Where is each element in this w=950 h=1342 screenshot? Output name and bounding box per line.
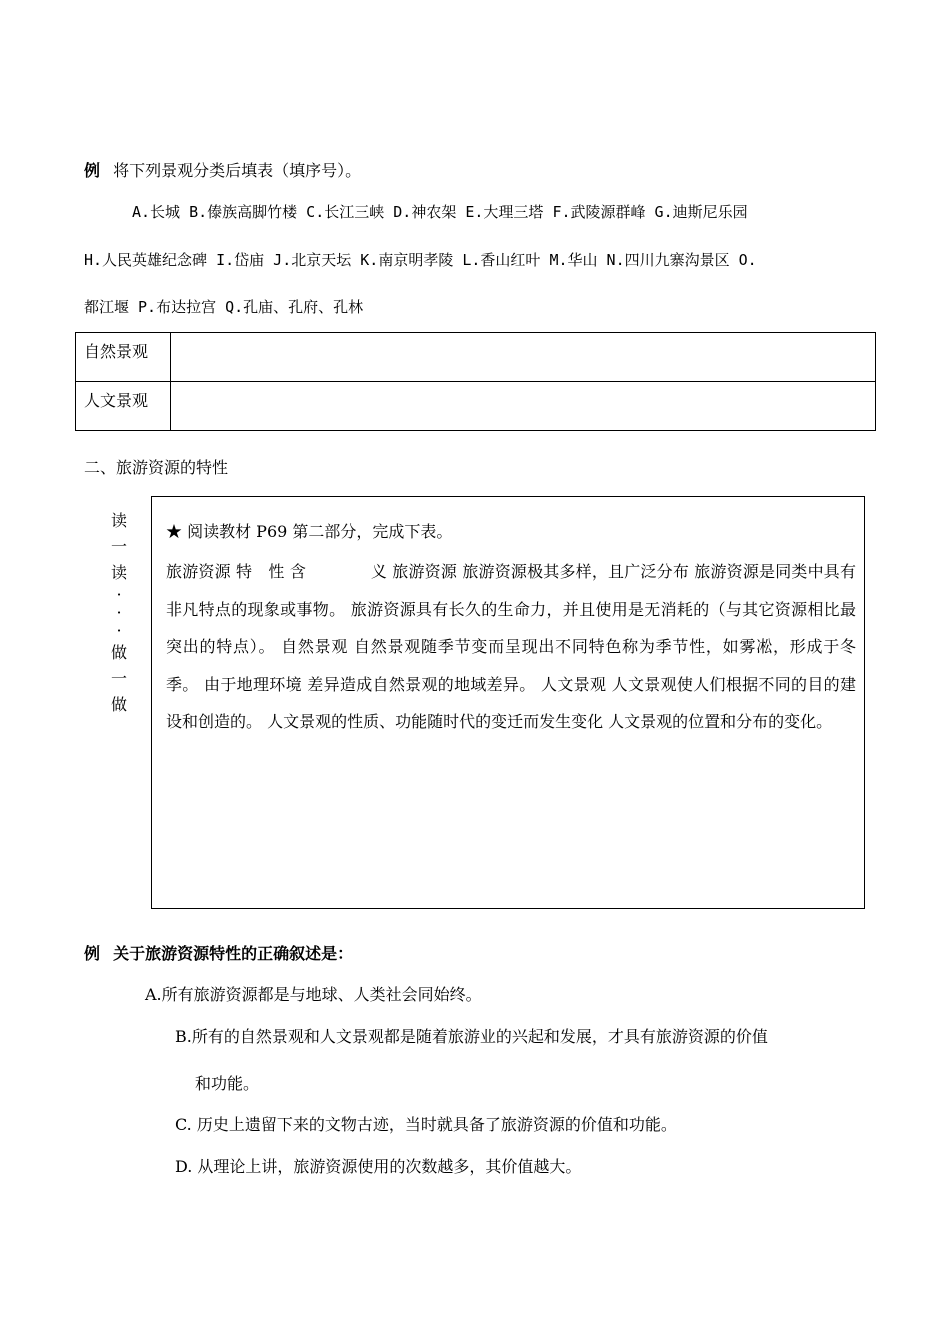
option-b-line-2: 和功能。 [195,1074,260,1093]
read-do-box [151,496,865,909]
side-label-char: 读 [110,563,127,582]
section2-heading: 二、旅游资源的特性 [84,458,229,477]
natural-landscape-answer-cell[interactable] [171,333,876,382]
example1-options-line-1: A.长城 B.傣族高脚竹楼 C.长江三峡 D.神农架 E.大理三塔 F.武陵源群峰 G.迪斯尼乐园 [132,203,748,221]
read-do-body-text: 旅游资源 特 性 含 义 旅游资源 旅游资源极其多样，且广泛分布 旅游资源是同类中具有非凡特点的现象或事物。 旅游资源具有长久的生命力，并且使用是无消耗的（与其它资源相比最突出的特点）。 自然景观 自然景观随季节变而呈现出不同特色称为季节性，如雾凇，形成于冬季。 由于地理环境 差异造成自然景观的地域差异。 人文景观 人文景观使人们根据不同的目的建设和创造的。 人文景观的性质、功能随时代的变迁而发生变化 人文景观的位置和分布的变化。 [166,562,856,731]
example2-question: 关于旅游资源特性的正确叙述是： [113,944,354,963]
example1-options-line-2: H.人民英雄纪念碑 I.岱庙 J.北京天坛 K.南京明孝陵 L.香山红叶 M.华山 N.四川九寨沟景区 O. [84,251,757,269]
example1-options-line-3: 都江堰 P.布达拉宫 Q.孔庙、孔府、孔林 [84,298,364,316]
side-label-char: · [116,621,122,640]
read-do-instruction: ★ 阅读教材 P69 第二部分，完成下表。 [166,522,453,541]
side-label-char: 做 [110,695,127,714]
read-do-side-label [104,508,134,718]
example1-line [84,158,361,181]
cultural-landscape-label: 人文景观 [76,382,171,431]
option-b-line-1: B.所有的自然景观和人文景观都是随着旅游业的兴起和发展，才具有旅游资源的价值 [175,1027,768,1046]
classification-table [75,332,876,431]
side-label-char: · [116,585,122,604]
example1-tag: 例 [84,161,101,180]
side-label-char: 做 [110,643,127,662]
option-d: D. 从理论上讲，旅游资源使用的次数越多，其价值越大。 [175,1157,582,1176]
example1-question: 将下列景观分类后填表（填序号）。 [113,161,362,180]
side-label-char: · [116,603,122,622]
side-label-char: 一 [110,669,127,688]
table-row [76,382,876,431]
natural-landscape-label: 自然景观 [76,333,171,382]
option-a: A.所有旅游资源都是与地球、人类社会同始终。 [145,985,482,1004]
example2-tag: 例 [84,944,101,963]
side-label-char: 一 [110,537,127,556]
example2-line [84,941,353,964]
table-row [76,333,876,382]
cultural-landscape-answer-cell[interactable] [171,382,876,431]
option-c: C. 历史上遗留下来的文物古迹，当时就具备了旅游资源的价值和功能。 [175,1115,677,1134]
side-label-char: 读 [110,511,127,530]
